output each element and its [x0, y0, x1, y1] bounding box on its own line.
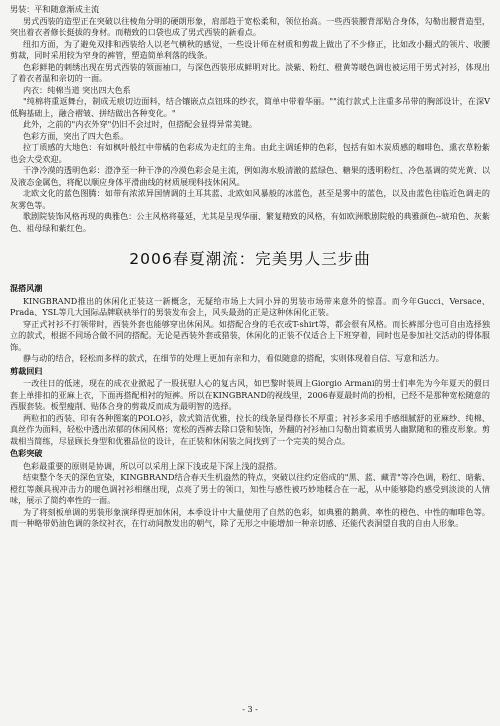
page-number: - 3 - [242, 705, 258, 714]
paragraph: 纽扣方面，为了避免双排和西装给人以老气横秋的感觉，一些设计师在材质和剪裁上做出了不少修正，比如改小翻式的领片、收腰剪裁，同时采用较为窄身的裤管，塑造简单利落的线条。 [10, 38, 490, 60]
paragraph: 拉丁质感的大地色：有如枫叶般红中带橘的色彩成为走红的主角。由此主调延伸的色彩，包括有如木炭质感的咖啡色、熏衣草粉紫也会大受欢迎。 [10, 142, 490, 164]
section-heading: 混搭风潮 [10, 283, 43, 293]
paragraph: 男式西装的造型正在突破以往棱角分明的硬朗形象，肩部趋于宽松柔和，领位抬高。一些西装腰背部贴合身体，勾勒出腰背造型，突出着衣者修长挺拔的身材。而精致的口袋也成了男式西装的新看点。 [10, 15, 490, 37]
paragraph: 此外，之前的"内衣外穿"仍旧不会过时，但搭配会显得异常美键。 [22, 119, 258, 129]
paragraph: 色彩最重要的原则是协调，所以可以采用上深下浅或是下深上浅的混搭。 [22, 460, 282, 471]
paragraph: 歌剧院装饰风格再现的典雅色：公主风格将蔓延，尤其是呈现华丽、繁复精致的风格，有如欧洲歌剧院般的典雅颜色--琥珀色、灰紫色、祖母绿和紫红色。 [10, 211, 490, 233]
paragraph: 为了将刻板单调的男装形象演绎得更加休闲，本季设计中大量使用了自然的色彩，如典雅的鹅黄、率性的橙色、中性的咖啡色等。而一种略带奶油色调的条纹衬衣，在行动间散发出的朝气，除了无形之中能增加一种亲切感、还能代表洞望自我的自由人形象。 [10, 506, 490, 528]
paragraph: "纯棉将重返舞台，制成无痕切边面料，结合镶嵌点点钮珠的纱衣，简单中带着华丽。""流行款式上注重多吊带的胸部设计，在深V低胸基础上，融合褶皱、拼结做出各种变化。" [10, 96, 490, 118]
paragraph: 静与动的结合，轻松而多样的款式，在细节的处理上更加有亲和力，看似随意的搭配，实则体现着自信、写意和活力。 [22, 353, 444, 363]
paragraph: 一改往日的低迷，现在的成衣业掀起了一股抚慰人心的复古风，如巴黎时装周上Giorgio Armani的男士们率先为今年夏天的假日套上单排扣的亚麻上衣，下面再搭配相衬的短裤。所以在KINGBRAND的视线里，2006春夏最时尚的扮相，已经不是那种宽松随意的西服套装。板型瘦削、贴体合身的剪裁反而成为最明智的选择。 [10, 378, 490, 411]
article-title: 2006春夏潮流：完美男人三步曲 [129, 250, 371, 268]
section-step1 [10, 283, 490, 365]
paragraph: 色彩鲜艳的刺绣出现在男式西装的领面袖口，与深色西装形成鲜明对比。淡紫、粉红、橙黄等暖色调也被运用于男式衬衫，体现出了着衣者温和亲切的一面。 [10, 61, 490, 83]
section-step2 [10, 366, 490, 448]
sub-heading: 内衣：纯棉当道 突出四大色系 [22, 84, 131, 95]
section-heading: 色彩突破 [10, 448, 43, 458]
paragraph: 干净冷漠的透明色彩：澄净至一种干净的冷漠色彩会是主流，例如海水般清澈的蓝绿色、糖果的透明粉红、冷色基调的荧光黄、以及液态金属色，将配以顺应身体平滑曲线的材质展现科技休闲风。 [10, 165, 490, 187]
paragraph: 两粒扣的西装、印有各种图案的POLO衫，款式简洁优雅，拉长的线条显得修长不厚重；衬衫多采用手感细腻舒的亚麻纱、纯棉、真丝作为面料，轻松中透出浓郁的休闲风格；宽松的西裤去除口袋和装饰，外翻的衬衫袖口勾勒出简素质男人幽默随和的雅皮形象。剪裁相当简练，尽显顾长身型和优雅品位的设计，在正装和休闲装之间找到了一个完美的契合点。 [10, 412, 490, 446]
sub-heading: 男装：平和随意渐成主流 [10, 4, 100, 14]
section-step3 [10, 448, 490, 530]
paragraph: 北欧文化的蓝色图腾：如带有浓浓异国情调的土耳其蓝、北欧如风暴般的冰蓝色，甚至是雾中的蓝色，以及由蓝色往临近色调走的灰雾色等。 [10, 188, 490, 210]
paragraph: KINGBRAND推出的休闲化正装这一新概念，无疑给市场上大同小异的男装市场带来意外的惊喜。而今年Gucci、Versace、Prada、YSL等几大国际品牌联袂举行的男装发布会上，风头最劲的正是这种休闲化正装。 [10, 295, 490, 317]
section-heading: 剪裁回归 [10, 365, 43, 376]
paragraph: 穿正式衬衫不打领带时，西装外套也能够穿出休闲风。如搭配合身的毛衣或T-shirt等，都会很有风格。而长裤部分也可自由选择独立的款式，根据不同场合做不同的搭配。无论是西装外套或猎装，休闲化的正装不仅适合上下班穿着，同时也是参加社交活动的得体服饰。 [10, 318, 490, 352]
section-part1 [10, 4, 490, 234]
paragraph: 结束整个冬天的深色宣染，KINGBRAND结合春天生机盎然的特点，突破以往约定俗成的"黑、蓝、藏青"等冷色调，粉红、暗紫、橙红等颇具视冲击力的暖色调衬衫相继出现，点亮了男士的领口，知性与感性被巧妙地糅合在一起，从中能够隐约感受到淡淡的人情味，展示了简约率性的一面。 [10, 472, 490, 505]
sub-heading: 色彩方面，突出了四大色系。 [22, 130, 129, 141]
